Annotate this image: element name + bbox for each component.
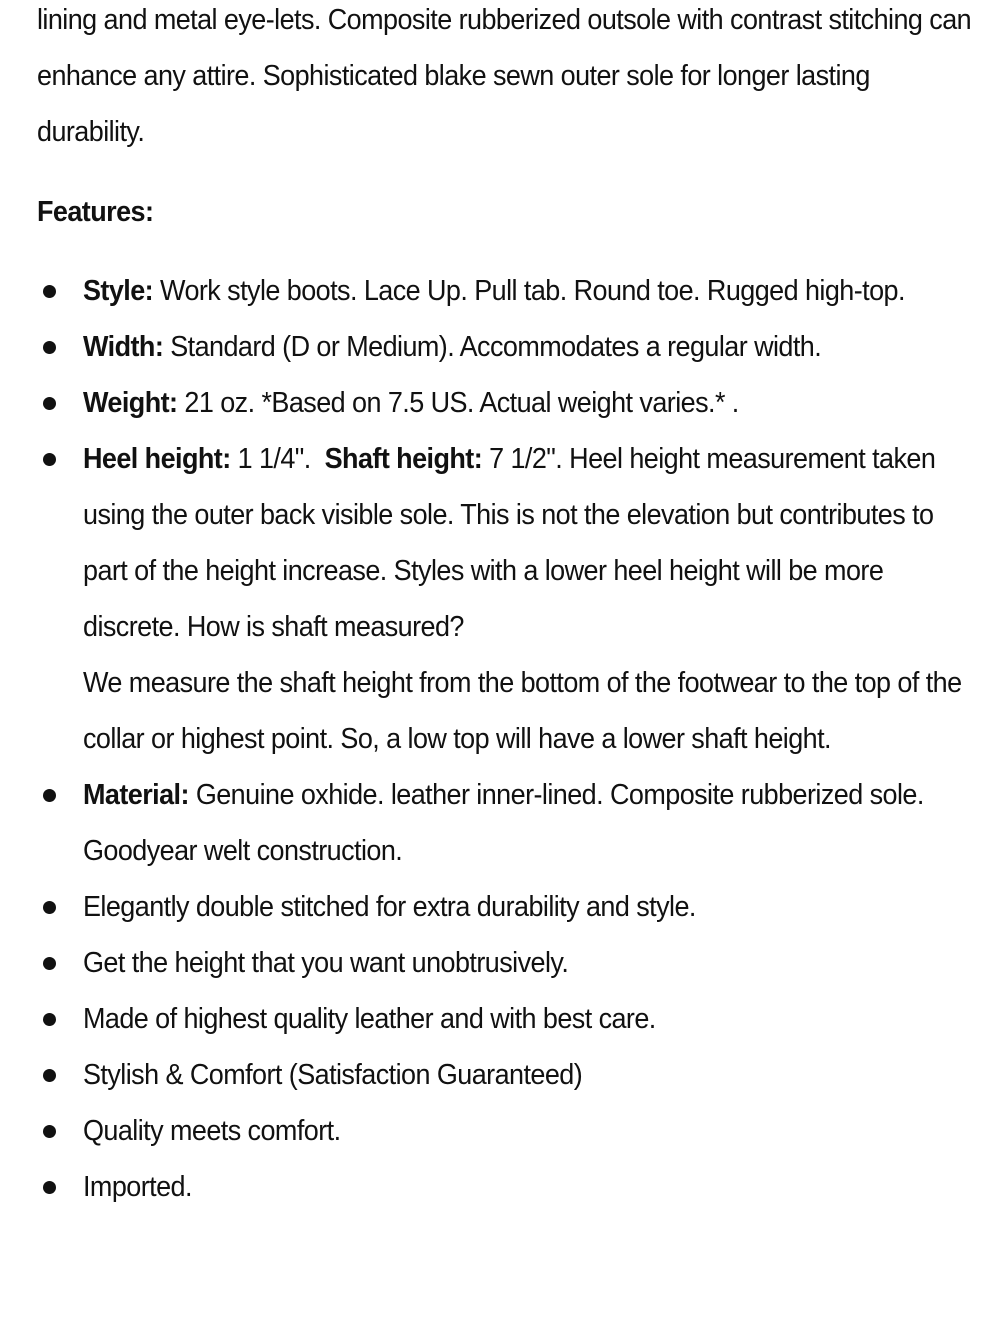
feature-content (83, 263, 965, 319)
bullet-icon (43, 1069, 56, 1082)
feature-text: Quality meets comfort. (83, 1115, 341, 1147)
feature-label: Style: (83, 275, 154, 307)
feature-comfort (0, 1103, 1000, 1159)
feature-weight (0, 375, 1000, 431)
feature-material (0, 767, 1000, 879)
feature-text: Genuine oxhide. leather inner-lined. Composite rubberized sole. Goodyear welt construction. (83, 779, 924, 867)
feature-text: Elegantly double stitched for extra durability and style. (83, 891, 696, 923)
bullet-icon (43, 341, 56, 354)
bullet-icon (43, 285, 56, 298)
feature-content (83, 767, 965, 879)
feature-label: Material: (83, 779, 189, 811)
features-heading: Features: (37, 196, 154, 228)
feature-content (83, 431, 965, 767)
feature-height (0, 935, 1000, 991)
feature-imported (0, 1159, 1000, 1215)
feature-text: Standard (D or Medium). Accommodates a regular width. (163, 331, 822, 363)
bullet-icon (43, 957, 56, 970)
feature-paragraph: We measure the shaft height from the bottom of the footwear to the top of the collar or highest point. So, a low top will have a lower shaft height. (83, 667, 962, 755)
bullet-icon (43, 1181, 56, 1194)
feature-text: Get the height that you want unobtrusively. (83, 947, 569, 979)
feature-label: Heel height: (83, 443, 231, 475)
feature-style (0, 263, 1000, 319)
feature-quality-leather (0, 991, 1000, 1047)
feature-label: Width: (83, 331, 164, 363)
feature-heel-height (0, 431, 1000, 767)
bullet-icon (43, 453, 56, 466)
feature-text-secondary: 7 1/2". Heel height measurement taken using the outer back visible sole. This is not the elevation but contributes to part of the height increase. Styles with a lower heel height will be more discrete. How is shaft measured? (83, 443, 936, 643)
features-list (0, 263, 1000, 1215)
bullet-icon (43, 901, 56, 914)
bullet-icon (43, 397, 56, 410)
feature-text: 1 1/4". (230, 443, 325, 475)
feature-text: 21 oz. *Based on 7.5 US. Actual weight varies.* . (177, 387, 739, 419)
bullet-icon (43, 1125, 56, 1138)
feature-content (83, 319, 965, 375)
bullet-icon (43, 1013, 56, 1026)
feature-width (0, 319, 1000, 375)
bullet-icon (43, 789, 56, 802)
feature-satisfaction (0, 1047, 1000, 1103)
feature-stitching (0, 879, 1000, 935)
feature-label: Weight: (83, 387, 178, 419)
feature-text: Made of highest quality leather and with best care. (83, 1003, 656, 1035)
feature-label-secondary: Shaft height: (324, 443, 483, 475)
feature-text: Imported. (83, 1171, 192, 1203)
feature-paragraph (83, 431, 965, 655)
intro-paragraph: lining and metal eye-lets. Composite rubberized outsole with contrast stitching can enhance any attire. Sophisticated blake sewn outer sole for longer lasting durability. (37, 4, 972, 148)
feature-content (83, 375, 965, 431)
feature-text: Work style boots. Lace Up. Pull tab. Round toe. Rugged high-top. (153, 275, 905, 307)
feature-text: Stylish & Comfort (Satisfaction Guaranteed) (83, 1059, 583, 1091)
